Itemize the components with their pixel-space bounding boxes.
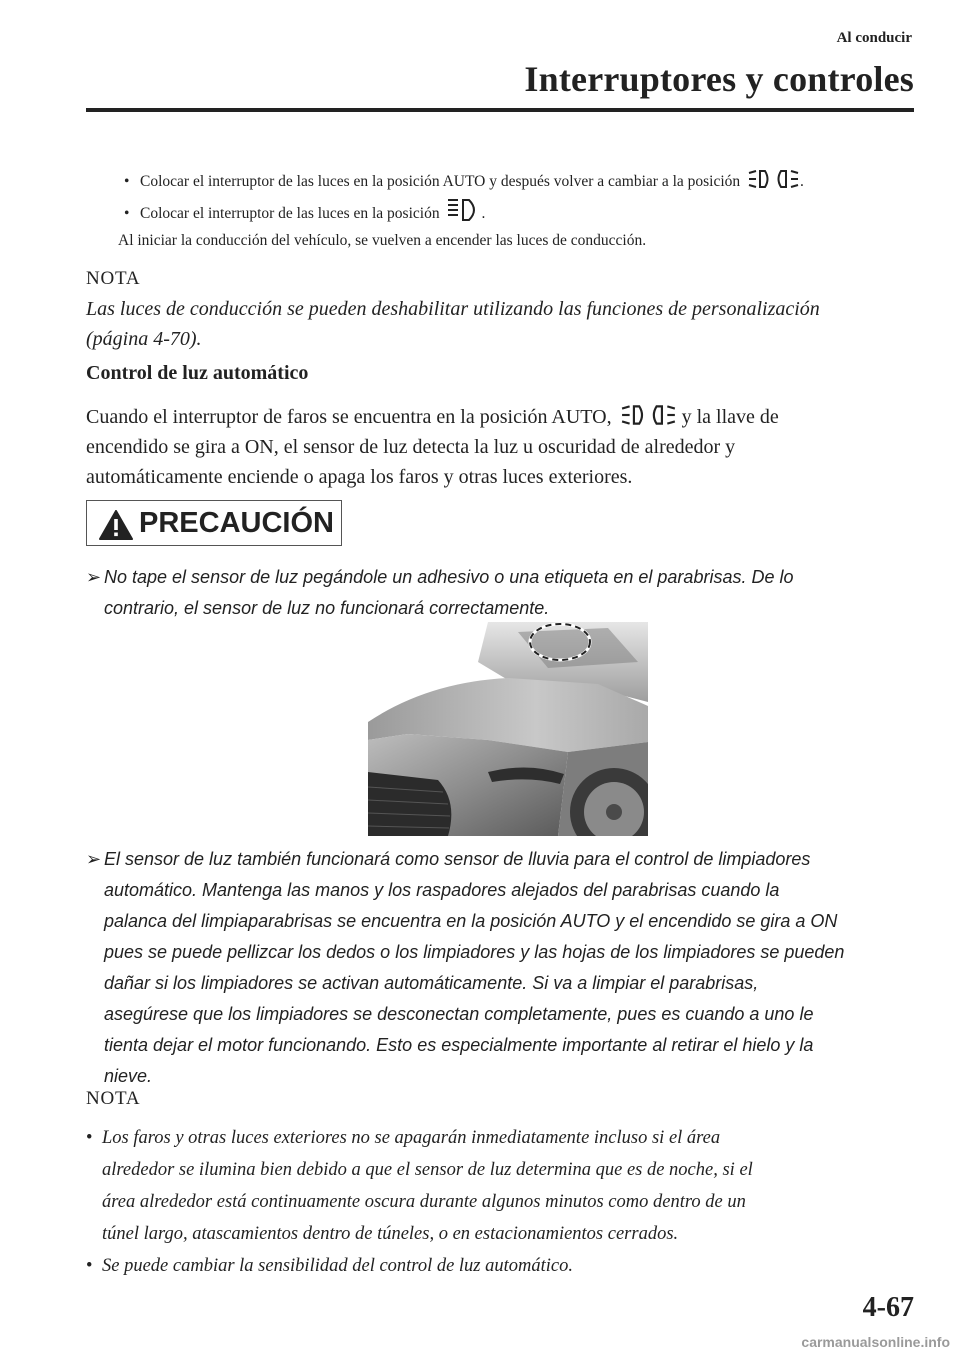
arrow-bullet-icon: ➢ [86,849,102,869]
caution-item-2-line: nieve. [104,1066,153,1086]
caution-item-2-line: automático. Mantenga las manos y los raspadores alejados del parabrisas cuando la [104,880,780,900]
caution-item-2-line: tienta dejar el motor funcionando. Esto es especialmente importante al retirar el hielo y la [104,1035,814,1055]
nota-line-2: (página 4-70). [86,328,202,350]
bullet-glyph: • [86,1128,93,1148]
intro-bullet-2 [124,198,485,227]
intro-bullet-1-end: . [800,173,804,190]
bullet-glyph: • [124,205,130,222]
nota-bullet-line: alrededor se ilumina bien debido a que el sensor de luz determina que es de noche, si el [102,1160,753,1180]
nota-bullet-line: Se puede cambiar la sensibilidad del control de luz automático. [102,1256,574,1276]
warning-triangle-icon [99,510,133,545]
caution-item-2-line: asegúrese que los limpiadores se desconectan completamente, pues es cuando a uno le [104,1004,814,1024]
auto-light-line-3: automáticamente enciende o apaga los faros y otras luces exteriores. [86,466,633,488]
page-number: 4-67 [862,1292,914,1323]
caution-item-2-line: El sensor de luz también funcionará como sensor de lluvia para el control de limpiadores [104,849,811,869]
arrow-bullet-icon: ➢ [86,567,102,587]
caution-item-1-line: contrario, el sensor de luz no funcionará correctamente. [104,598,550,618]
nota-bullet-2 [86,1250,573,1282]
nota-bullet-line: túnel largo, atascamientos dentro de túneles, o en estacionamientos cerrados. [102,1224,679,1244]
caution-box [86,500,342,546]
section-title: Al conducir [836,30,912,46]
auto-light-line-2: encendido se gira a ON, el sensor de luz detecta la luz u oscuridad de alrededor y [86,436,736,458]
intro-after-text: Al iniciar la conducción del vehículo, se vuelven a encender las luces de conducción. [118,232,647,249]
auto-light-line-1b: y la llave de [681,406,779,428]
bullet-glyph: • [124,173,130,190]
nota-bullet-line: área alrededor está continuamente oscura durante algunos minutos como dentro de un [102,1192,746,1212]
caution-label: PRECAUCIÓN [139,507,334,539]
intro-bullet-1-text: Colocar el interruptor de las luces en la posición AUTO y después volver a cambiar a la posición [140,173,741,190]
watermark: carmanualsonline.info [801,1334,950,1350]
caution-item-2-line: palanca del limpiaparabrisas se encuentra en la posición AUTO y el encendido se gira a ON [104,911,838,931]
nota-bullet-line: Los faros y otras luces exteriores no se apagarán inmediatamente incluso si el área [102,1128,721,1148]
nota-heading: NOTA [86,1088,141,1109]
parking-lamp-icon [748,168,800,195]
nota-bullet-1 [86,1122,753,1250]
intro-bullet-1 [124,168,804,195]
chapter-title: Interruptores y controles [524,59,914,99]
nota-line-1: Las luces de conducción se pueden deshabilitar utilizando las funciones de personalización [86,298,820,320]
caution-item-2-line: dañar si los limpiadores se activan automáticamente. Si va a limpiar el parabrisas, [104,973,759,993]
intro-bullet-2-end: . [481,205,486,222]
caution-item-2-line: pues se puede pellizcar los dedos o los limpiadores y las hojas de los limpiadores se pueden [104,942,845,962]
caution-item-1 [86,562,916,624]
caution-item-1-line: No tape el sensor de luz pegándole un adhesivo o una etiqueta en el parabrisas. De lo [104,567,794,587]
auto-light-line-1 [86,402,779,436]
bullet-glyph: • [86,1256,93,1276]
header-rule [86,108,914,112]
auto-light-heading: Control de luz automático [86,362,309,384]
auto-light-line-1a: Cuando el interruptor de faros se encuentra en la posición AUTO, [86,406,612,428]
headlamp-icon [447,198,481,227]
car-sensor-illustration [368,622,648,836]
caution-item-2 [86,844,916,1092]
intro-bullet-2-text: Colocar el interruptor de las luces en la posición [140,205,440,222]
nota-heading: NOTA [86,268,141,289]
